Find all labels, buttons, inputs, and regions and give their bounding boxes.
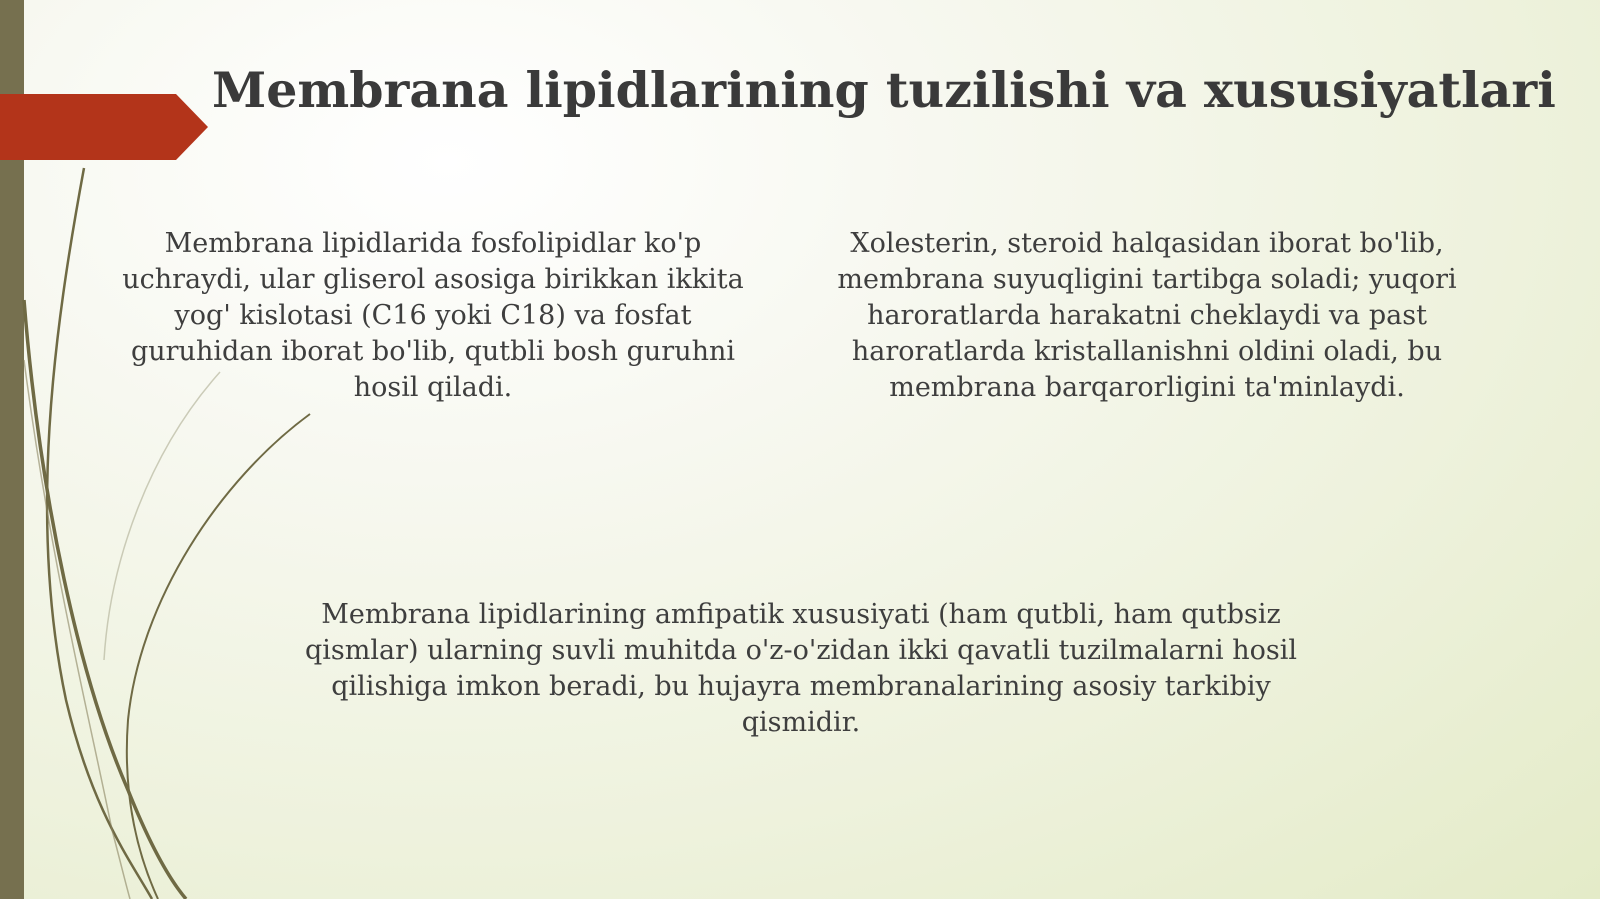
paragraph-amphipathic: Membrana lipidlarining amfipatik xususiyati (ham qutbli, ham qutbsiz qismlar) ularning suvli muhitda o'z-o'zidan ikki qavatli tuzilmalarni hosil qilishiga imkon beradi, bu hujayra membranalarining asosiy tarkibiy qismidir. — [305, 599, 1297, 738]
paragraph-phospholipids: Membrana lipidlarida fosfolipidlar ko'p uchraydi, ular gliserol asosiga birikkan ikkita yog' kislotasi (C16 yoki C18) va fosfat guruhidan iborat bo'lib, qutbli bosh guruhni hosil qiladi. — [122, 228, 744, 403]
accent-arrow-shape — [0, 94, 208, 160]
slide-title: Membrana lipidlarining tuzilishi va xususiyatlari — [212, 61, 1556, 119]
paragraph-cholesterol: Xolesterin, steroid halqasidan iborat bo'lib, membrana suyuqligini tartibga soladi; yuqori haroratlarda harakatni cheklaydi va past haroratlarda kristallanishni oldini oladi, bu membrana barqarorligini ta'minlaydi. — [837, 228, 1457, 403]
